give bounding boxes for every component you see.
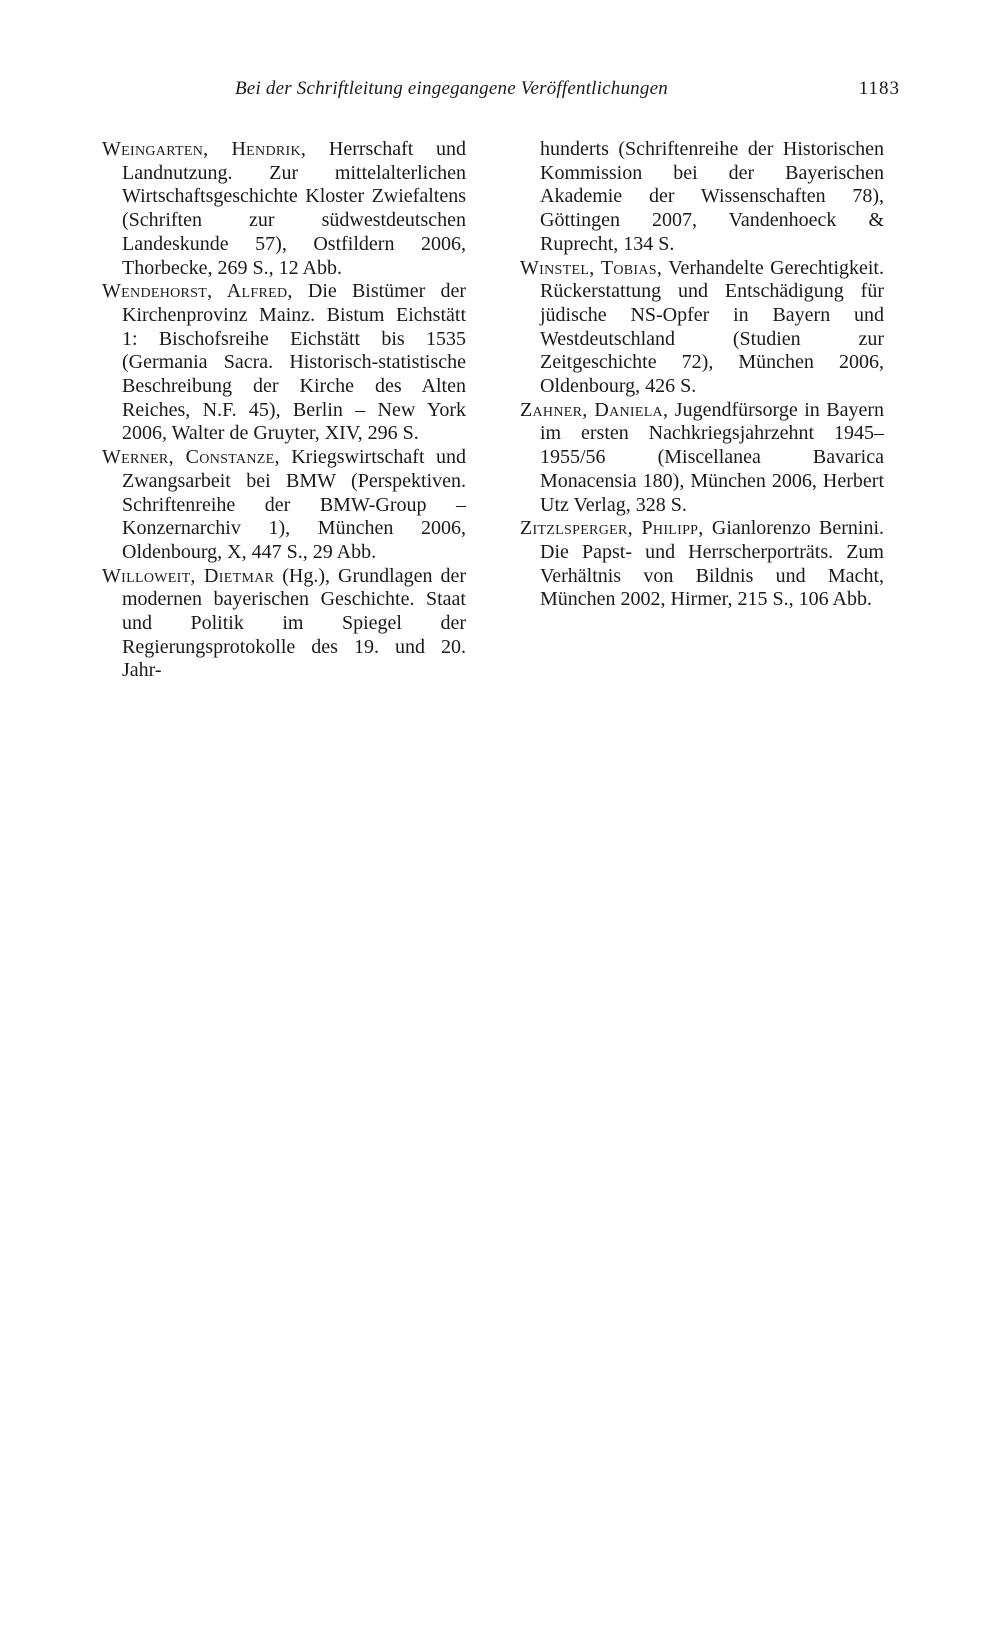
- entry-text: Herrschaft und Landnutzung. Zur mittelalterlichen Wirtschaftsgeschichte Kloster Zwiefaltens (Schriften zur südwestdeutschen Landeskunde 57), Ostfildern 2006, Thorbecke, 269 S., 12 Abb.: [122, 138, 466, 279]
- entry-text: Jugendfürsorge in Bayern im ersten Nachkriegsjahrzehnt 1945–1955/56 (Miscellanea Bavarica Monacensia 180), München 2006, Herbert Utz Verlag, 328 S.: [540, 398, 885, 516]
- bibliography-entry: [520, 517, 884, 612]
- entry-author: Willoweit, Dietmar: [102, 564, 275, 587]
- entry-author: Werner, Constanze,: [102, 446, 280, 469]
- bibliography-entry: [520, 399, 884, 518]
- running-title: Bei der Schriftleitung eingegangene Veröffentlichungen: [235, 78, 668, 99]
- entry-text: Verhandelte Gerechtigkeit. Rückerstattung und Entschädigung für jüdische NS-Opfer in Bayern und Westdeutschland (Studien zur Zeitgeschichte 72), München 2006, Oldenbourg, 426 S.: [540, 256, 884, 398]
- entry-author: Zitzlsperger, Philipp,: [520, 517, 704, 540]
- bibliography-entry: [520, 257, 884, 399]
- right-column: [520, 138, 884, 612]
- entry-continuation: hunderts (Schriftenreihe der Historischen Kommission bei der Bayerischen Akademie der Wissenschaften 78), Göttingen 2007, Vandenhoeck & Ruprecht, 134 S.: [540, 138, 884, 255]
- bibliography-entry: [102, 446, 466, 565]
- entry-author: Winstel, Tobias,: [520, 256, 663, 279]
- entry-author: Zahner, Daniela,: [520, 398, 669, 421]
- left-column: [102, 138, 466, 683]
- page-number: 1183: [858, 78, 900, 99]
- entry-text: Gianlorenzo Bernini. Die Papst- und Herrscherporträts. Zum Verhältnis von Bildnis und Macht, München 2002, Hirmer, 215 S., 106 Abb.: [540, 517, 885, 611]
- running-head: [100, 78, 900, 108]
- bibliography-entry: [102, 280, 466, 446]
- entry-text: (Hg.), Grundlagen der modernen bayerischen Geschichte. Staat und Politik im Spiegel der Regierungsprotokolle des 19. und 20. Jahr-: [122, 564, 466, 682]
- entry-text: Kriegswirtschaft und Zwangsarbeit bei BMW (Perspektiven. Schriftenreihe der BMW-Group – Konzernarchiv 1), München 2006, Oldenbourg, X, 447 S., 29 Abb.: [122, 446, 466, 563]
- entry-author: Weingarten, Hendrik,: [102, 138, 307, 160]
- bibliography-entry: [102, 565, 466, 684]
- bibliography-entry: [102, 138, 466, 280]
- entry-author: Wendehorst, Alfred,: [102, 280, 293, 303]
- entry-text: Die Bistümer der Kirchenprovinz Mainz. Bistum Eichstätt 1: Bischofsreihe Eichstätt bis 1535 (Germania Sacra. Historisch-statistische Beschreibung der Kirche des Alten Reiches, N.F. 45), Berlin – New York 2006, Walter de Gruyter, XIV, 296 S.: [122, 280, 467, 445]
